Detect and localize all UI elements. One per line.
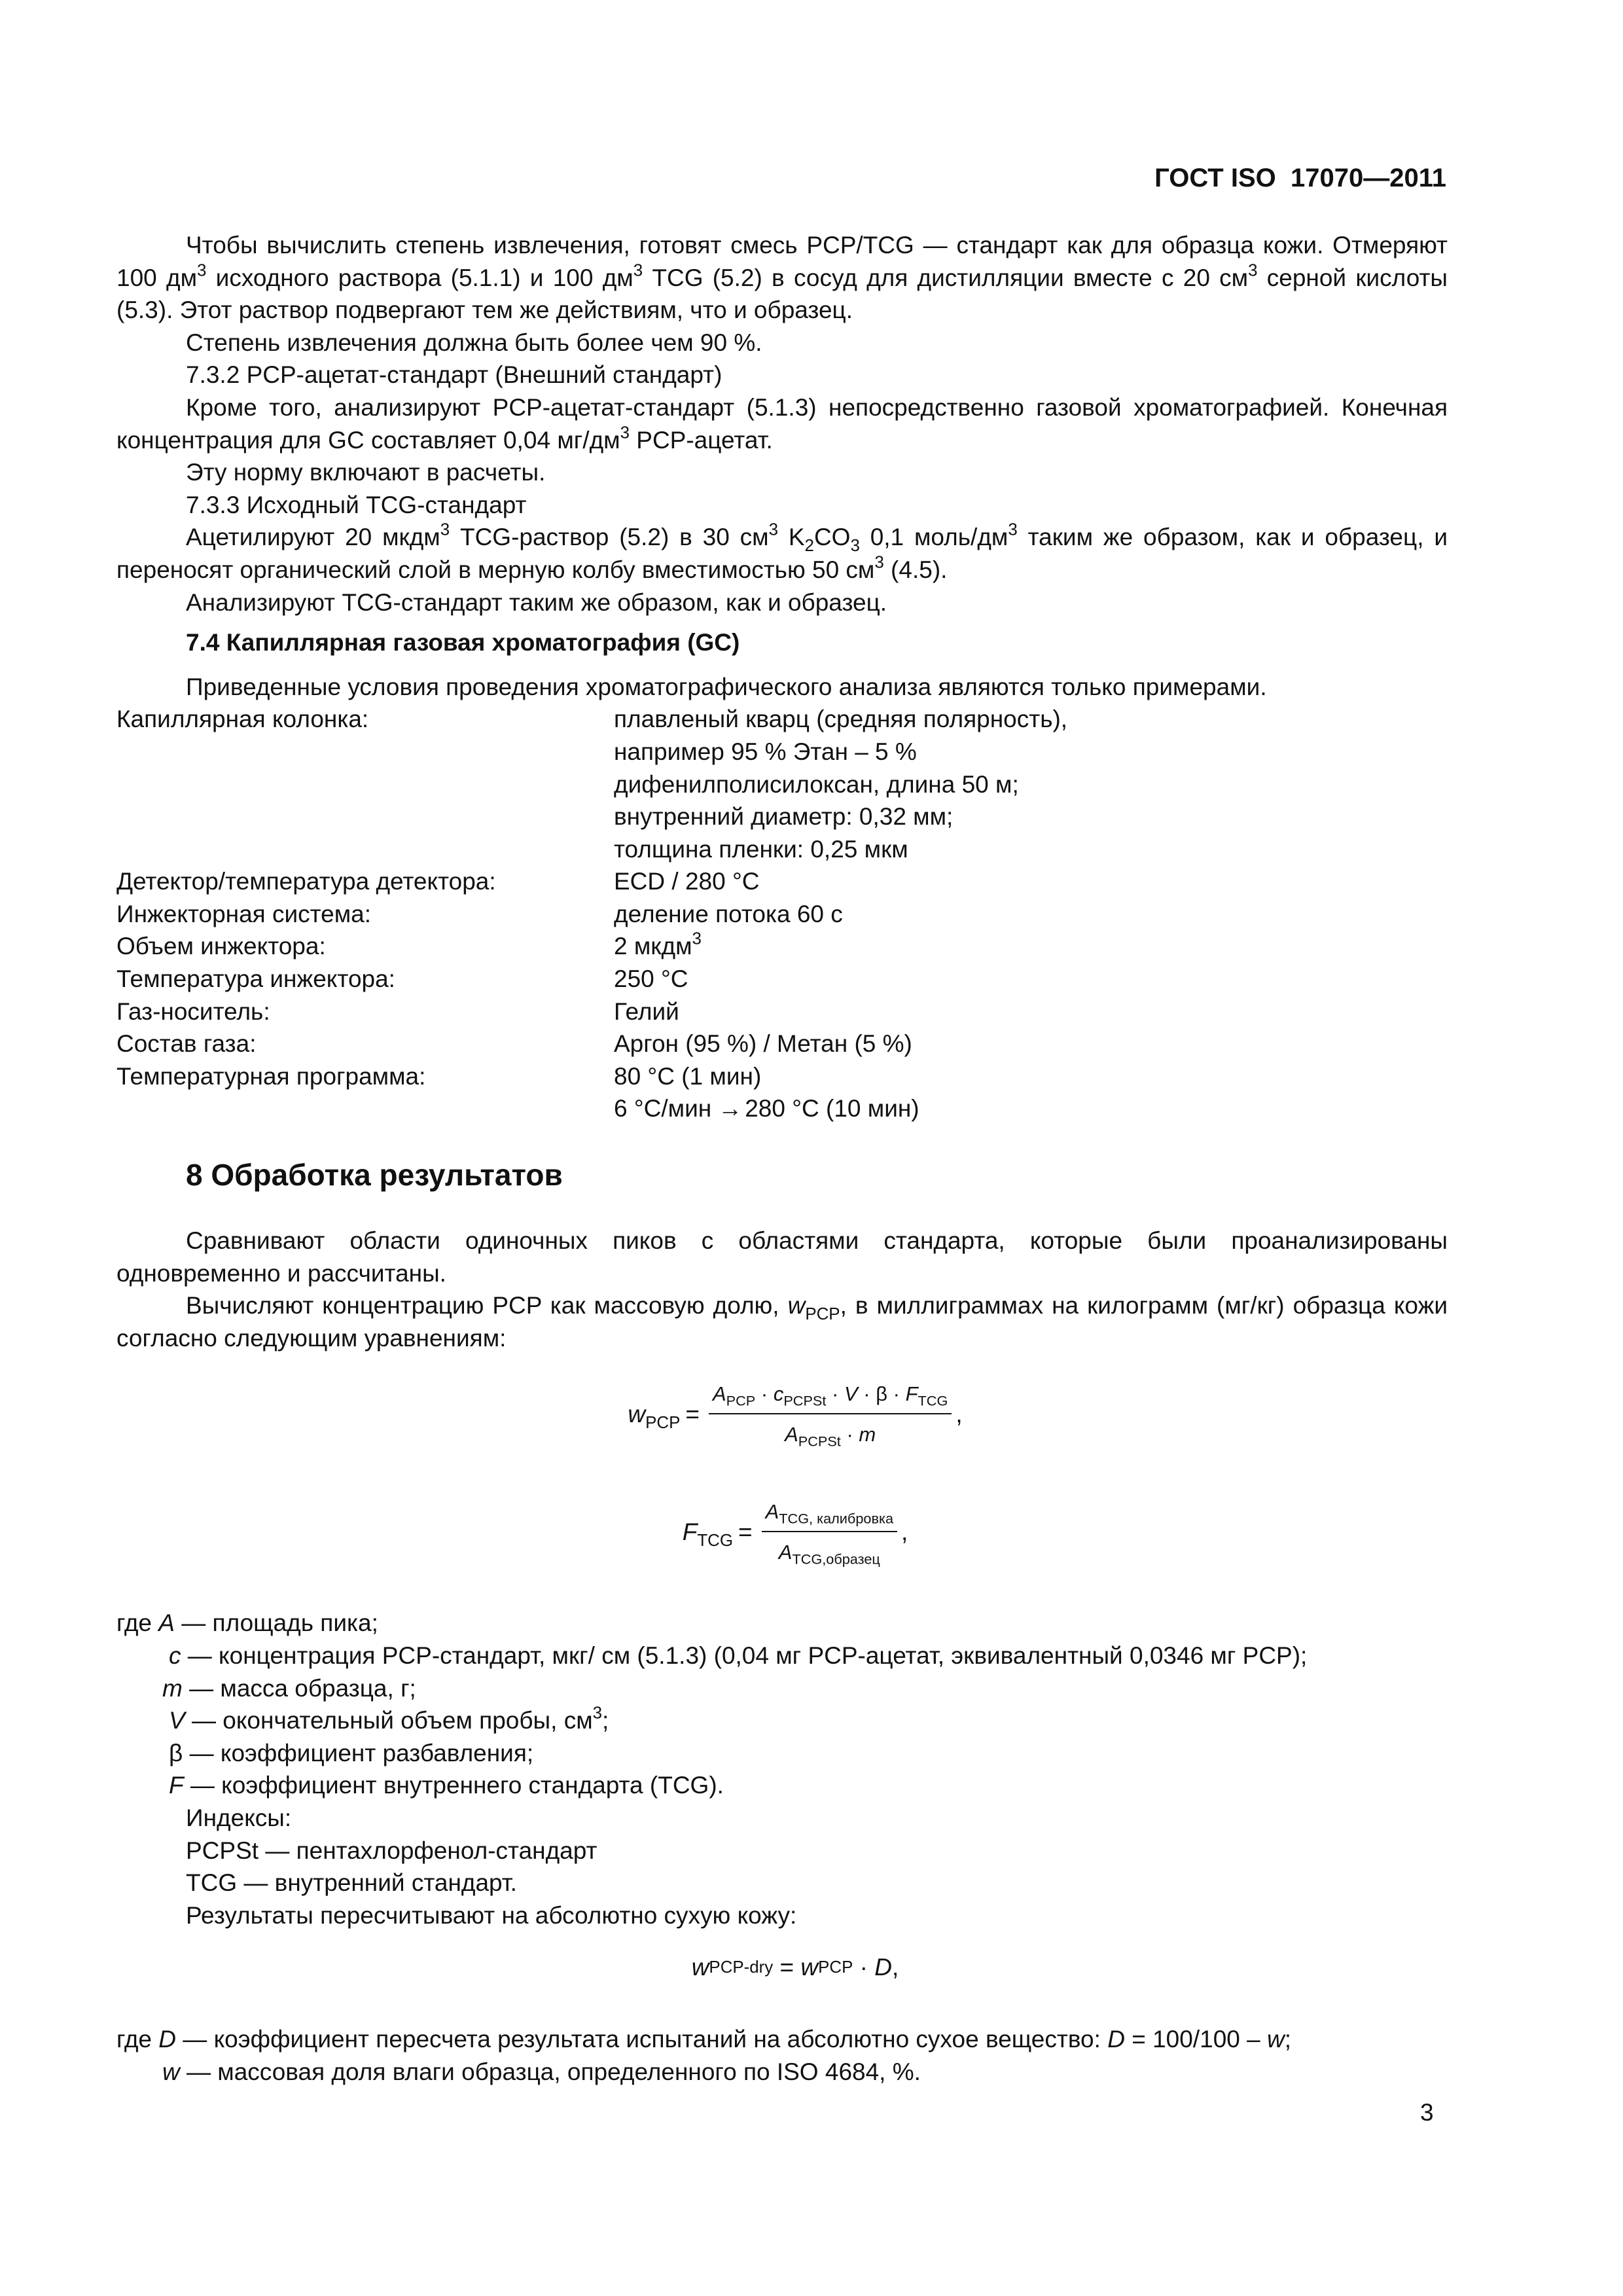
subscript: TCG [918,1393,948,1409]
formula-w-pcp-dry [116,1951,1448,2003]
math-var: w [800,1954,819,1981]
param-label [116,736,614,768]
subscript: PCP [645,1414,681,1433]
math-var: w [787,1292,806,1319]
subscript: PCP [726,1393,756,1409]
param-row [116,703,1448,736]
operator: · [840,1423,859,1446]
param-label: Газ-носитель: [116,997,270,1025]
superscript: 3 [197,261,207,280]
param-row [116,1092,1448,1125]
text-run: — окончательный объем пробы, см [185,1707,593,1734]
param-label: Капиллярная колонка: [116,706,369,733]
paragraph-analyze-tcg: Анализируют TCG-стандарт таким же образом, как и образец. [186,588,887,616]
param-row [116,833,1448,866]
param-value: толщина пленки: 0,25 мкм [614,835,908,863]
math-var: A [765,1500,779,1524]
math-var: w [1267,2026,1285,2053]
math-var: c [773,1382,784,1406]
math-var: w [691,1954,709,1981]
numerator [709,1378,952,1414]
where-item [116,1607,1448,1640]
param-row [116,768,1448,801]
where-item [116,1672,1448,1705]
text-run: где [116,1609,159,1637]
equals-sign: = [738,1518,753,1546]
text-run: Ацетилируют 20 мкдм [186,524,440,551]
param-label: Температурная программа: [116,1062,426,1090]
math-var: c [169,1642,181,1669]
math-expression: w PCP-dry = w PCP · D , [692,1951,899,1984]
math-var: m [859,1423,876,1446]
param-value: Гелий [614,997,679,1025]
param-row [116,1028,1448,1060]
paragraph-calc-concentration [116,1289,1448,1354]
param-value: ECD / 280 °C [614,868,760,895]
fraction [709,1378,952,1450]
param-row [116,930,1448,963]
text-run: PCP-ацетат. [630,426,773,454]
operator: · β · [857,1382,906,1406]
paragraph-acetylation [116,521,1448,586]
param-value: деление потока 60 с [614,900,843,927]
math-var: w [628,1401,646,1428]
math-var: F [169,1772,184,1799]
body-text [116,229,1448,2089]
math-var: D [1107,2026,1125,2053]
param-value: дифенилполисилоксан, длина 50 м; [614,770,1019,798]
superscript: 3 [1248,261,1258,280]
operator: · [853,1954,875,1981]
operator: · [755,1382,774,1406]
math-var: F [905,1382,918,1406]
param-label: Состав газа: [116,1030,257,1058]
param-label [116,768,614,801]
text-run: — массовая доля влаги образца, определенного по ISO 4684, %. [179,2058,921,2085]
paragraph-gc-intro: Приведенные условия проведения хроматографического анализа являются только примерами. [186,673,1267,700]
param-row [116,865,1448,898]
paragraph-norm: Эту норму включают в расчеты. [186,459,546,486]
math-var: D [874,1954,893,1981]
text-run: Вычисляют концентрацию PCP как массовую долю, [186,1292,788,1319]
heading-7-4: 7.4 Капиллярная газовая хроматография (GC) [186,629,740,656]
standard-header: ГОСТ ISO 17070—2011 [1154,164,1446,192]
text-run: серной кислоты (5.3). Этот раствор подвергают тем же действиям, что и образец. [116,264,1448,324]
page-number: 3 [1420,2099,1434,2126]
math-var: V [844,1382,858,1406]
param-row [116,963,1448,996]
text-run: ; [1284,2026,1292,2053]
param-label: Инжекторная система: [116,900,372,927]
text-run: CO [813,524,851,551]
text-run: — коэффициент разбавления; [183,1739,534,1767]
math-var: w [162,2058,180,2085]
text-run: (4.5). [883,556,948,583]
param-value: например 95 % Этан – 5 % [614,738,917,765]
denominator [781,1414,880,1451]
equals-sign: = [685,1401,700,1428]
param-row [116,898,1448,931]
superscript: 3 [633,261,643,280]
param-value: 80 °C (1 мин) [614,1062,762,1090]
heading-7-3-3: 7.3.3 Исходный TCG-стандарт [186,491,527,518]
text-run: — площадь пика; [174,1609,378,1637]
text-run: 2 мкдм [614,933,692,960]
math-var: m [162,1674,183,1702]
math-var: D [158,2026,177,2053]
superscript: 3 [874,553,884,572]
text-run: ; [602,1707,609,1734]
paragraph-external-standard [116,391,1448,456]
gc-parameters-table [116,703,1448,1125]
comma: , [955,1401,963,1428]
where-item [116,1704,1448,1737]
text-run: 280 °C (10 мин) [745,1095,919,1122]
heading-7-3-2: 7.3.2 PCP-ацетат-стандарт (Внешний стандарт) [186,361,722,389]
math-var: V [169,1707,185,1734]
param-row [116,736,1448,768]
paragraph-recovery-prep [116,229,1448,327]
lhs [628,1398,680,1431]
paragraph-dry-intro: Результаты пересчитывают на абсолютно сухую кожу: [186,1901,797,1929]
superscript: 3 [692,929,702,948]
where-d [116,2023,1448,2056]
param-label: Температура инжектора: [116,965,395,993]
param-row [116,800,1448,833]
equals-sign: = [773,1954,801,1981]
paragraph-compare-peaks: Сравнивают области одиночных пиков с областями стандарта, которые были проанализированы одновременно и рассчитаны. [116,1227,1448,1287]
text-run: таким же образом, как и образец, и переносят органический слой в мерную колбу вместимостью 50 см [116,524,1448,583]
param-value [614,930,1448,963]
superscript: 3 [592,1704,603,1723]
math-var: F [682,1518,698,1546]
math-var: A [158,1609,175,1637]
param-row [116,996,1448,1028]
text-run: TCG-раствор (5.2) в 30 см [450,524,769,551]
superscript: 3 [768,520,779,539]
math-var: β [169,1739,183,1767]
where-w [116,2056,1448,2089]
formula-f-tcg [116,1496,1448,1581]
subscript: TCG,образец [792,1551,880,1568]
text-run: 6 °C/мин [614,1095,712,1122]
param-value: плавленый кварц (средняя полярность), [614,706,1068,733]
arrow-right-icon: → [718,1095,743,1122]
text-run: исходного раствора (5.1.1) и 100 дм [206,264,633,291]
fraction [762,1496,897,1568]
subscript: PCP [805,1305,840,1324]
numerator [762,1496,897,1532]
indices-title: Индексы: [186,1804,292,1831]
math-var: A [785,1423,798,1446]
param-row [116,1060,1448,1093]
superscript: 3 [620,423,630,442]
operator: · [826,1382,844,1406]
subscript: TCG [697,1532,733,1551]
param-value: внутренний диаметр: 0,32 мм; [614,803,954,831]
math-expression [683,1496,908,1568]
text-run: 0,1 моль/дм [859,524,1008,551]
index-item: TCG — внутренний стандарт. [186,1869,517,1897]
param-value: Аргон (95 %) / Метан (5 %) [614,1030,912,1058]
paragraph-recovery-degree: Степень извлечения должна быть более чем 90 %. [186,329,762,356]
param-label [116,800,614,833]
heading-8: 8 Обработка результатов [186,1158,563,1193]
text-run: TCG (5.2) в сосуд для дистилляции вместе с 20 см [643,264,1249,291]
text-run: , в миллиграммах на килограмм (мг/кг) образца кожи согласно следующим уравнениям: [116,1292,1448,1352]
param-label [116,833,614,866]
where-item [116,1769,1448,1802]
math-var: A [778,1541,793,1564]
text-run: — коэффициент пересчета результата испытаний на абсолютно сухое вещество: [176,2026,1108,2053]
formula-w-pcp [116,1378,1448,1469]
superscript: 3 [1008,520,1018,539]
math-expression [628,1378,962,1450]
comma: , [901,1518,908,1546]
superscript: 3 [440,520,450,539]
subscript: 3 [850,537,860,556]
where-list [116,1607,1448,1931]
where-item [116,1737,1448,1770]
text-run: Кроме того, анализируют PCP-ацетат-стандарт (5.1.3) непосредственно газовой хроматографией. Конечная концентрация для GC составляет 0,04 мг/дм [116,393,1448,454]
text-run: K [778,524,805,551]
lhs [683,1516,733,1549]
comma: , [892,1954,899,1981]
subscript: PCPSt [798,1433,841,1450]
subscript: TCG, калибровка [779,1511,893,1527]
text-run: — концентрация PCP-стандарт, мкг/ см (5.1.3) (0,04 мг PCP-ацетат, эквивалентный 0,0346 мг PCP); [181,1642,1308,1669]
index-item: PCPSt — пентахлорфенол-стандарт [186,1837,597,1864]
text-run: — масса образца, г; [182,1674,416,1702]
param-label: Детектор/температура детектора: [116,868,496,895]
subscript: PCPSt [783,1393,827,1409]
text-run: Чтобы вычислить степень извлечения, готовят смесь PCP/TCG — стандарт как для образца кожи. Отмеряют 100 дм [116,232,1448,291]
text-run: где [116,2026,159,2053]
subscript: 2 [804,537,814,556]
param-value [614,1092,1448,1125]
param-label: Объем инжектора: [116,933,326,960]
math-var: A [712,1382,726,1406]
denominator [775,1532,884,1569]
where-item [116,1640,1448,1672]
text-run: = 100/100 – [1124,2026,1267,2053]
param-label [116,1092,614,1125]
text-run: — коэффициент внутреннего стандарта (TCG). [183,1772,724,1799]
param-value: 250 °C [614,965,688,993]
